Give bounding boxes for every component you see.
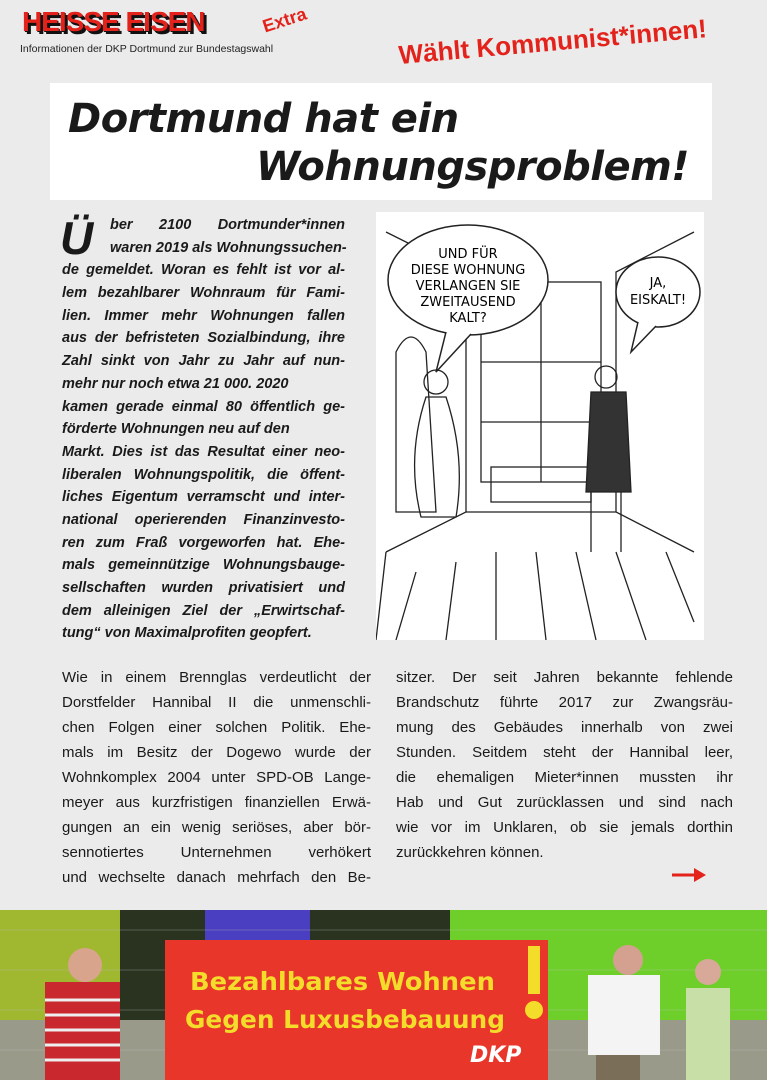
speech-bubble-right [616, 257, 700, 352]
body-line: zurückkehren können. [396, 844, 544, 861]
protest-photo [0, 910, 767, 1080]
body-line: Brandschutz führte 2017 zur Zwangsräu- [396, 694, 733, 711]
intro-line: ren zum Fraß vorgeworfen hat. Ehe- [62, 534, 345, 551]
banner-line-1: Bezahlbares Wohnen [190, 967, 495, 996]
exclamation-bar [528, 946, 540, 994]
body-line: Stunden. Seitdem steht der Hannibal leer, [396, 744, 733, 761]
banner-line-2: Gegen Luxusbebauung [185, 1005, 505, 1034]
intro-line: liches Eigentum verramscht und inter- [62, 489, 345, 506]
body-line: gungen an ein wenig seriöses, aber bör- [62, 819, 371, 836]
slogan: Wählt Kommunist*innen! [397, 13, 708, 70]
body-line: sennotiertes Unternehmen verhökert [62, 844, 371, 861]
body-column-right [396, 665, 733, 865]
logo: HEISSE EISEN [22, 6, 205, 37]
dkp-emblem-icon [525, 1001, 543, 1019]
logo-subtitle: Informationen der DKP Dortmund zur Bundestagswahl [20, 43, 274, 55]
intro-line: dem alleinigen Ziel der „Erwirtschaf- [62, 602, 345, 619]
intro-line: förderte Wohnungen neu auf den [62, 421, 290, 438]
body-line: mung des Gebäudes innerhalb von zwei [396, 719, 733, 736]
intro-line: de gemeldet. Woran es fehlt ist vor al- [62, 262, 345, 279]
intro-paragraph [62, 214, 345, 645]
banner-logo: DKP [470, 1043, 522, 1068]
intro-line: aus der befristeten Sozialbindung, ihre [62, 330, 345, 347]
intro-line: Markt. Dies ist das Resultat einer neo- [62, 443, 345, 460]
intro-line: waren 2019 als Wohnungssuchen- [110, 239, 347, 256]
arrow-right-icon [672, 866, 706, 884]
cartoon-illustration [376, 212, 704, 640]
bubble-left-line: KALT? [449, 311, 487, 326]
body-column-left [62, 665, 371, 890]
intro-line: Zahl sinkt von Jahr zu Jahr auf nun- [62, 353, 345, 370]
body-line: die ehemaligen Mieter*innen mussten ihr [396, 769, 733, 786]
intro-line: ber 2100 Dortmunder*innen [110, 217, 345, 233]
body-line: mals im Besitz der Dogewo wurde der [62, 744, 371, 761]
body-line: chen Folgen einer solchen Politik. Ehe- [62, 719, 371, 736]
banner [165, 940, 548, 1080]
bubble-left-line: VERLANGEN SIE [415, 279, 521, 294]
intro-line: kamen gerade einmal 80 öffentlich ge- [62, 398, 345, 415]
logo-badge: Extra [260, 3, 310, 37]
body-line: sitzer. Der seit Jahren bekannte fehlende [396, 669, 733, 686]
body-line: Hab und Gut zurücklassen und sind nach [396, 794, 733, 811]
speech-bubble-left [388, 225, 548, 372]
bubble-right-line: EISKALT! [629, 293, 687, 308]
bubble-right-line: JA, [649, 276, 667, 291]
body-line: und wechselte danach mehrfach den Be- [62, 869, 371, 886]
intro-line: liberalen Wohnungspolitik, die öffent- [62, 466, 345, 483]
bubble-left-line: ZWEITAUSEND [420, 295, 516, 310]
drop-cap: Ü [60, 212, 94, 264]
intro-line: mehr nur noch etwa 21 000. 2020 [62, 375, 289, 392]
headline-line-1: Dortmund hat ein [68, 96, 459, 142]
bubble-left-line: DIESE WOHNUNG [410, 263, 526, 278]
intro-line: tung“ von Maximalprofiten geopfert. [62, 625, 312, 642]
intro-line: mals gemeinnützige Wohnungsbauge- [62, 557, 345, 574]
intro-line: national operierenden Finanzinvesto- [62, 511, 345, 528]
body-line: meyer aus kurzfristigen finanziellen Erwä- [62, 794, 371, 811]
intro-line: sellschaften wurden privatisiert und [62, 580, 345, 596]
headline-line-2: Wohnungsproblem! [256, 144, 689, 190]
body-line: Wie in einem Brennglas verdeutlicht der [62, 669, 371, 686]
bubble-left-line: UND FÜR [438, 247, 498, 262]
body-line: wie vor im Unklaren, ob sie jemals dorthin [396, 819, 733, 836]
intro-line: lien. Immer mehr Wohnungen fallen [62, 307, 345, 324]
body-line: Wohnkomplex 2004 unter SPD-OB Lange- [62, 769, 371, 786]
intro-line: lem bezahlbarer Wohnraum für Fami- [62, 285, 345, 302]
body-line: Dorstfelder Hannibal II die unmenschli- [62, 694, 371, 711]
